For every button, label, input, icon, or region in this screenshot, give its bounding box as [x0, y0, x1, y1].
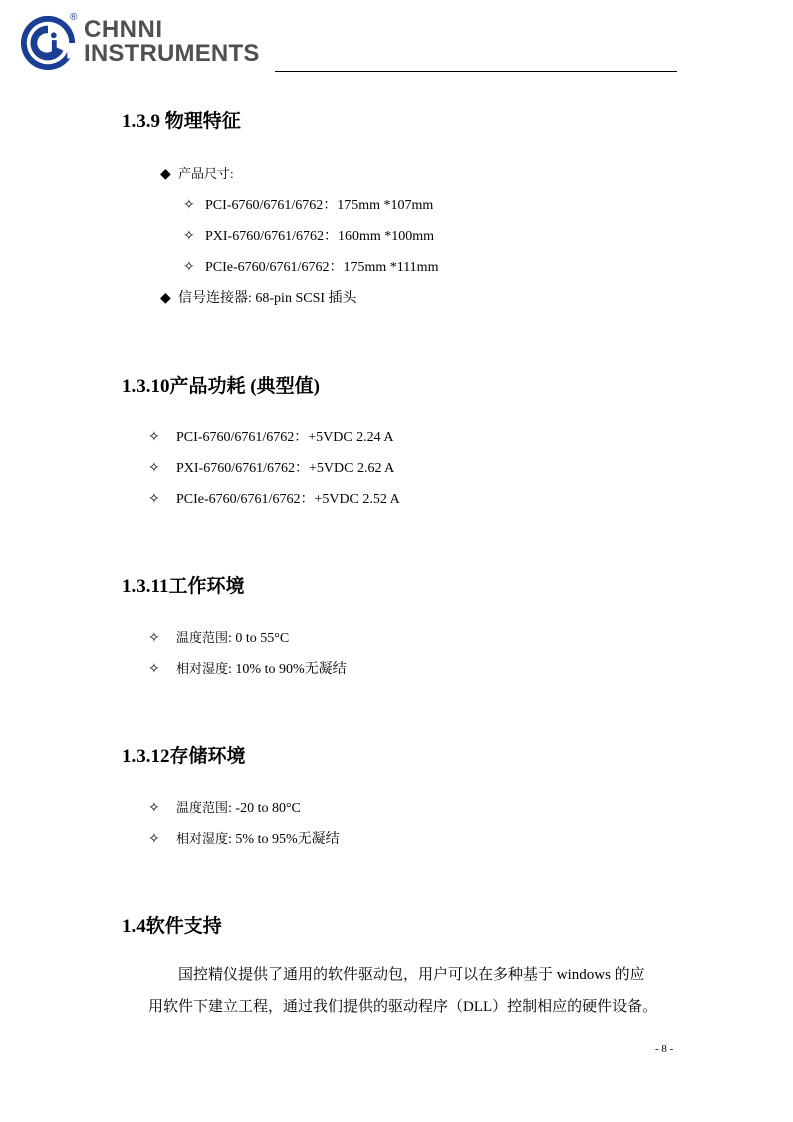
- storage-label: 相对湿度: [176, 831, 229, 846]
- power-item-text: PCIe-6760/6761/6762：+5VDC 2.52 A: [176, 492, 400, 507]
- heading-1-3-10: 1.3.10产品功耗 (典型值): [122, 376, 320, 397]
- list-item: [148, 797, 301, 817]
- page-number: - 8 -: [655, 1043, 674, 1055]
- list-item: [160, 287, 357, 307]
- star-bullet-icon: ✧: [148, 461, 160, 476]
- star-bullet-icon: ✧: [148, 430, 160, 445]
- diamond-bullet-icon: ◆: [160, 167, 171, 182]
- list-item: [148, 658, 347, 678]
- list-item: [148, 488, 400, 508]
- software-paragraph: [148, 959, 688, 1023]
- power-item-text: PXI-6760/6761/6762：+5VDC 2.62 A: [176, 461, 395, 476]
- diamond-bullet-icon: ◆: [160, 291, 171, 306]
- env-label: 温度范围: [176, 630, 229, 645]
- list-item: [183, 194, 433, 214]
- env-value: : 10% to 90%无凝结: [228, 662, 347, 677]
- power-item-text: PCI-6760/6761/6762：+5VDC 2.24 A: [176, 430, 394, 445]
- size-item-text: PCI-6760/6761/6762：175mm *107mm: [205, 198, 434, 213]
- chnni-ci-logo-icon: [19, 14, 77, 72]
- list-item: [183, 225, 434, 245]
- star-bullet-icon: ✧: [148, 492, 160, 507]
- size-item-text: PXI-6760/6761/6762：160mm *100mm: [205, 229, 435, 244]
- storage-value: : -20 to 80°C: [228, 801, 301, 816]
- list-item: [148, 627, 289, 647]
- star-bullet-icon: ✧: [183, 260, 195, 275]
- storage-label: 温度范围: [176, 800, 229, 815]
- list-item: [160, 163, 234, 183]
- env-value: : 0 to 55°C: [228, 631, 290, 646]
- connector-text: 信号连接器: 68-pin SCSI 插头: [178, 291, 357, 306]
- star-bullet-icon: ✧: [183, 229, 195, 244]
- env-label: 相对湿度: [176, 661, 229, 676]
- brand-name-line2: INSTRUMENTS: [84, 40, 260, 67]
- star-bullet-icon: ✧: [148, 662, 160, 677]
- star-bullet-icon: ✧: [183, 198, 195, 213]
- registered-mark: ®: [70, 12, 78, 23]
- heading-1-4: 1.4软件支持: [122, 916, 222, 937]
- size-label: 产品尺寸:: [178, 166, 234, 181]
- list-item: [148, 426, 394, 446]
- list-item: [183, 256, 438, 276]
- paragraph-line: 用软件下建立工程，通过我们提供的驱动程序（DLL）控制相应的硬件设备。: [148, 999, 658, 1015]
- heading-1-3-11: 1.3.11工作环境: [122, 576, 245, 597]
- brand-name-line1: CHNNI: [84, 16, 163, 43]
- star-bullet-icon: ✧: [148, 631, 160, 646]
- star-bullet-icon: ✧: [148, 801, 160, 816]
- heading-1-3-12: 1.3.12存储环境: [122, 746, 246, 767]
- heading-1-3-9: 1.3.9 物理特征: [122, 111, 241, 132]
- size-item-text: PCIe-6760/6761/6762：175mm *111mm: [205, 260, 439, 275]
- star-bullet-icon: ✧: [148, 832, 160, 847]
- paragraph-line: 国控精仪提供了通用的软件驱动包，用户可以在多种基于 windows 的应: [178, 967, 645, 983]
- list-item: [148, 457, 394, 477]
- list-item: [148, 828, 340, 848]
- header-rule: [275, 71, 677, 72]
- storage-value: : 5% to 95%无凝结: [228, 832, 340, 847]
